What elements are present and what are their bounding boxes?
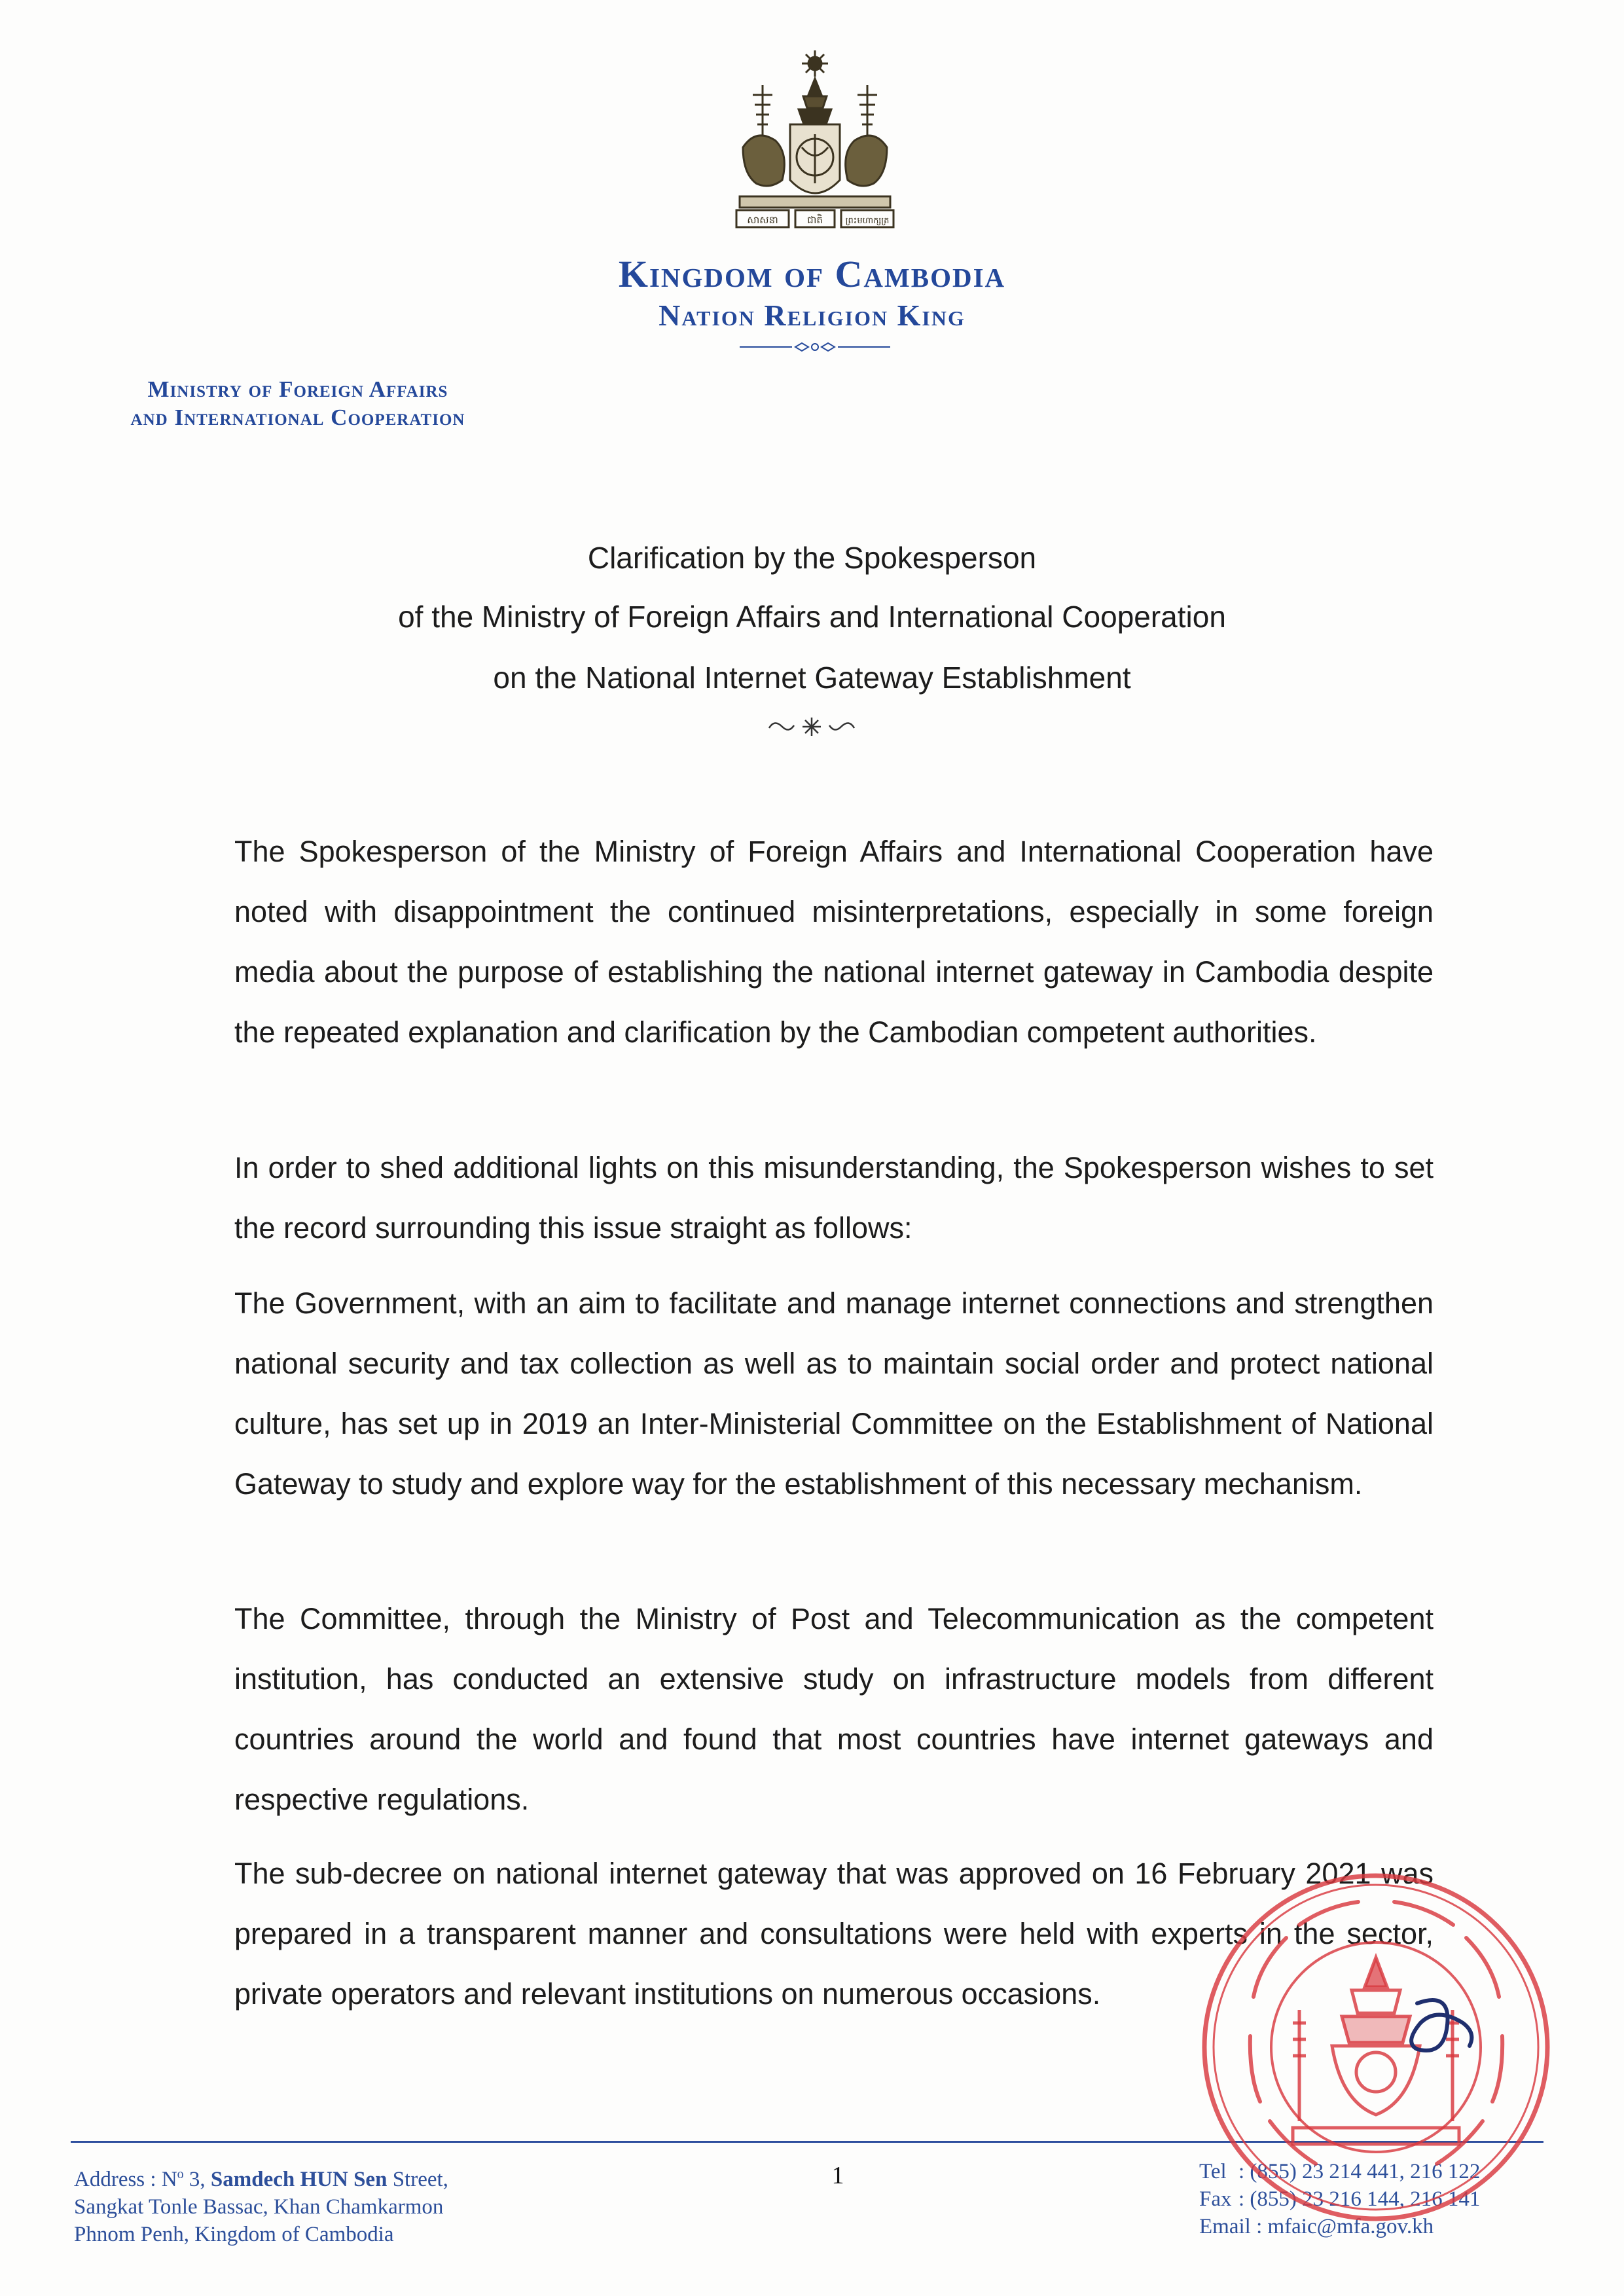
paragraph-1: The Spokesperson of the Ministry of Foreign Affairs and International Cooperation have noted with disappointment the continued misinterpretations, especially in some foreign media about the purpose of establishing the national internet gateway in Cambodia despite the repeated explanation and clarification by the Cambodian competent authorities. (234, 835, 1434, 1049)
page-number: 1 (831, 2162, 844, 2189)
signature-mark (1411, 2000, 1471, 2050)
emblem-label-right: ព្រះមហាក្សត្រ (845, 216, 890, 226)
document-title-line3: on the National Internet Gateway Establishment (493, 661, 1131, 695)
kingdom-motto: Nation Religion King (659, 299, 965, 332)
paragraph-3: The Government, with an aim to facilitate and manage internet connections and strengthen national security and tax collection as well as to maintain social order and protect national culture, has set up in 2019 an Inter-Ministerial Committee on the Establishment of National Gateway to study and explore way for the establishment of this necessary mechanism. (234, 1286, 1434, 1501)
document-title-line2: of the Ministry of Foreign Affairs and International Cooperation (398, 600, 1226, 634)
emblem-label-center: ជាតិ (807, 214, 823, 226)
ministry-name-line1: Ministry of Foreign Affairs (147, 376, 448, 402)
official-red-seal-stamp (1195, 1866, 1558, 2229)
contact-fax: Fax : (855) 23 216 144, 216 141 (1199, 2187, 1481, 2211)
address-line3: Phnom Penh, Kingdom of Cambodia (74, 2223, 394, 2246)
address-line2: Sangkat Tonle Bassac, Khan Chamkarmon (74, 2195, 444, 2219)
paragraph-5: The sub-decree on national internet gateway that was approved on 16 February 2021 was prepared in a transparent manner and consultations were held with experts in the sector, private operators and relevant institutions on numerous occasions. (234, 1857, 1434, 2011)
kingdom-title: Kingdom of Cambodia (618, 253, 1006, 295)
contact-email: Email : mfaic@mfa.gov.kh (1199, 2215, 1434, 2238)
footer-address (74, 2160, 611, 2248)
paragraph-4: The Committee, through the Ministry of Post and Telecommunication as the competent institution, has conducted an extensive study on infrastructure models from different countries around the world and found that most countries have internet gateways and respective regulations. (234, 1602, 1434, 1816)
title-flourish-ornament (763, 714, 861, 740)
motto-divider-ornament (740, 341, 890, 353)
paragraph-2: In order to shed additional lights on this misunderstanding, the Spokesperson wishes to set the record surrounding this issue straight as follows: (234, 1151, 1434, 1245)
contact-tel: Tel : (855) 23 214 441, 216 122 (1199, 2160, 1481, 2183)
address-line1: Address : $N^o$ 3, Samdech HUN Sen Street, (74, 2167, 448, 2191)
royal-coat-of-arms-emblem (717, 49, 913, 239)
ministry-name-line2: and International Cooperation (130, 405, 465, 430)
document-title-line1: Clarification by the Spokesperson (587, 541, 1037, 575)
emblem-label-left: សាសនា (747, 214, 778, 226)
